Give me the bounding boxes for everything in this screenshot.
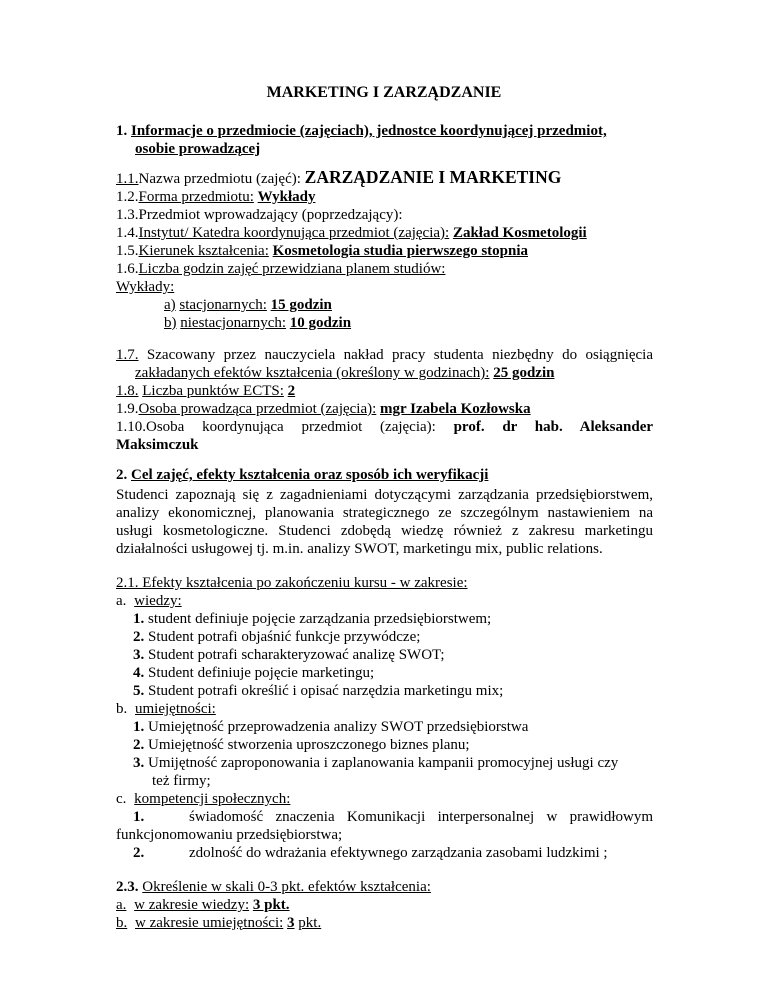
wiedzy-item-text: student definiuje pojęcie zarządzania przedsiębiorstwem; — [148, 611, 492, 627]
item-1-1-label: Nazwa przedmiotu (zajęć): — [138, 171, 301, 187]
section-2-paragraph-line1: Studenci zapoznają się z zagadnieniami dotyczącymi zarządzania przedsiębiorstwem, — [116, 487, 653, 503]
item-2-3-b-label: w zakresie umiejętności: — [135, 915, 284, 931]
wiedzy-item-number: 5. — [133, 683, 145, 699]
section-1-number: 1. — [116, 123, 128, 139]
item-1-7-line2 — [135, 364, 554, 382]
item-1-9-label: Osoba prowadząca przedmiot (zajęcia): — [138, 401, 377, 417]
kompetencje-label: kompetencji społecznych: — [134, 791, 291, 807]
wiedzy-item-number: 1. — [133, 611, 145, 627]
wiedzy-item — [133, 646, 445, 664]
wiedzy-label: wiedzy: — [134, 593, 182, 609]
umiejetnosci-item — [133, 718, 528, 736]
section-2-heading — [116, 466, 488, 484]
wiedzy-item-text: Student potrafi scharakteryzować analizę SWOT; — [148, 647, 445, 663]
item-2-3-b — [116, 914, 321, 932]
item-1-8-value: 2 — [287, 383, 296, 399]
item-2-3-a-value: 3 pkt. — [252, 897, 290, 913]
item-2-3-b-letter: b. — [116, 915, 128, 931]
item-1-5-label: Kierunek kształcenia: — [138, 243, 269, 259]
section-1-heading — [116, 122, 607, 140]
wiedzy-item-number: 4. — [133, 665, 145, 681]
kompetencje-heading — [116, 790, 290, 808]
item-1-4-number: 1.4. — [116, 225, 139, 241]
item-2-3-a-letter: a. — [116, 897, 127, 913]
item-1-4-label: Instytut/ Katedra koordynująca przedmiot (zajęcia): — [138, 225, 450, 241]
wiedzy-item-text: Student potrafi objaśnić funkcje przywódcze; — [148, 629, 421, 645]
hours-extramural-letter: b) — [164, 315, 177, 331]
item-1-2-value: Wykłady — [257, 189, 316, 205]
item-1-6 — [116, 260, 445, 278]
item-1-4-value: Zakład Kosmetologii — [452, 225, 587, 241]
section-2-paragraph-line3: usługi kosmetologiczne. Studenci zdobędą wiedzę również z zakresu marketingu — [116, 523, 653, 539]
item-2-3-b-unit: pkt. — [298, 915, 322, 931]
item-1-7-value: 25 godzin — [493, 365, 555, 381]
item-1-8 — [116, 382, 295, 400]
umiejetnosci-letter: b. — [116, 701, 128, 717]
kompetencje-item-1-line1 — [133, 808, 653, 826]
item-2-3-label: Określenie w skali 0-3 pkt. efektów kształcenia: — [142, 879, 431, 895]
section-1-heading-line1: Informacje o przedmiocie (zajęciach), jednostce koordynującej przedmiot, — [131, 123, 607, 139]
kompetencje-letter: c. — [116, 791, 127, 807]
umiejetnosci-item-continuation: też firmy; — [152, 773, 211, 789]
item-1-5-number: 1.5. — [116, 243, 139, 259]
item-1-10-value: prof. dr hab. Aleksander — [453, 419, 654, 435]
item-2-3-number: 2.3. — [116, 879, 139, 895]
umiejetnosci-label: umiejętności: — [135, 701, 216, 717]
section-2-number: 2. — [116, 467, 128, 483]
item-1-2 — [116, 188, 315, 206]
hours-stationary-label: stacjonarnych: — [179, 297, 267, 313]
item-1-9-number: 1.9. — [116, 401, 139, 417]
item-1-7-line1 — [116, 346, 653, 364]
wiedzy-item — [133, 682, 503, 700]
item-1-5-value: Kosmetologia studia pierwszego stopnia — [272, 243, 529, 259]
item-1-1-value: ZARZĄDZANIE I MARKETING — [304, 167, 562, 187]
item-1-6-number: 1.6. — [116, 261, 139, 277]
kompetencje-item-text: świadomość znaczenia Komunikacji interpersonalnej w prawidłowym — [189, 809, 653, 825]
item-2-3-a — [116, 896, 290, 914]
wiedzy-heading — [116, 592, 182, 610]
umiejetnosci-item-text: Umiejętność stworzenia uproszczonego biznes planu; — [148, 737, 470, 753]
hours-extramural-label: niestacjonarnych: — [180, 315, 287, 331]
wiedzy-item — [133, 664, 374, 682]
item-1-10-label: 1.10.Osoba koordynująca przedmiot (zajęcia): — [116, 419, 436, 435]
hours-stationary — [164, 296, 332, 314]
item-1-3-number: 1.3. — [116, 207, 139, 223]
item-2-3-b-value: 3 — [287, 915, 295, 931]
wiedzy-letter: a. — [116, 593, 127, 609]
item-1-5 — [116, 242, 528, 260]
item-1-1-number: 1.1. — [116, 171, 139, 187]
section-2-heading-text: Cel zajęć, efekty kształcenia oraz sposób ich weryfikacji — [131, 467, 489, 483]
wiedzy-item-number: 3. — [133, 647, 145, 663]
item-1-7-text2: zakładanych efektów kształcenia (określony w godzinach): — [135, 365, 490, 381]
item-1-3-label: Przedmiot wprowadzający (poprzedzający): — [138, 207, 403, 223]
umiejetnosci-item — [133, 736, 470, 754]
item-1-2-number: 1.2. — [116, 189, 139, 205]
wyklady-label: Wykłady: — [116, 279, 175, 295]
item-1-1 — [116, 168, 561, 188]
wiedzy-item-text: Student potrafi określić i opisać narzędzia marketingu mix; — [148, 683, 504, 699]
item-1-2-label: Forma przedmiotu: — [138, 189, 254, 205]
item-2-3 — [116, 878, 431, 896]
hours-extramural-value: 10 godzin — [289, 315, 352, 331]
item-1-4 — [116, 224, 587, 242]
item-1-8-number: 1.8. — [116, 383, 139, 399]
item-1-10-value-line2: Maksimczuk — [116, 437, 199, 453]
item-2-1: 2.1. Efekty kształcenia po zakończeniu kursu - w zakresie: — [116, 575, 468, 591]
section-2-paragraph-line2: analizy ekonomicznej, planowania strategicznego ze szczególnym nastawieniem na — [116, 505, 653, 521]
item-1-9-value: mgr Izabela Kozłowska — [380, 401, 531, 417]
item-1-7-number: 1.7. — [116, 347, 139, 363]
section-2-paragraph-line4: działalności usługowej tj. m.in. analizy SWOT, marketingu mix, public relations. — [116, 541, 603, 557]
umiejetnosci-heading — [116, 700, 216, 718]
hours-extramural — [164, 314, 351, 332]
item-2-3-a-label: w zakresie wiedzy: — [134, 897, 250, 913]
wiedzy-item — [133, 610, 491, 628]
umiejetnosci-item-number: 2. — [133, 737, 145, 753]
wiedzy-item-text: Student definiuje pojęcie marketingu; — [148, 665, 375, 681]
kompetencje-item-number: 2. — [133, 845, 145, 861]
umiejetnosci-item-text: Umiejętność przeprowadzenia analizy SWOT przedsiębiorstwa — [148, 719, 529, 735]
umiejetnosci-item-text: Umijętność zaproponowania i zaplanowania kampanii promocyjnej usługi czy — [148, 755, 619, 771]
kompetencje-item-number: 1. — [133, 809, 145, 825]
hours-stationary-letter: a) — [164, 297, 176, 313]
item-1-6-label: Liczba godzin zajęć przewidziana planem studiów: — [138, 261, 446, 277]
kompetencje-item-2 — [133, 844, 608, 862]
section-1-heading-line2: osobie prowadzącej — [135, 141, 261, 157]
umiejetnosci-item-number: 1. — [133, 719, 145, 735]
kompetencje-item-text: zdolność do wdrażania efektywnego zarządzania zasobami ludzkimi ; — [189, 845, 608, 861]
wiedzy-item-number: 2. — [133, 629, 145, 645]
kompetencje-item-1-line2: funkcjonomowaniu przedsiębiorstwa; — [116, 827, 343, 843]
item-1-7-text1: Szacowany przez nauczyciela nakład pracy studenta niezbędny do osiągnięcia — [146, 347, 654, 363]
wiedzy-item — [133, 628, 420, 646]
umiejetnosci-item — [133, 754, 618, 772]
umiejetnosci-item-number: 3. — [133, 755, 145, 771]
item-1-9 — [116, 400, 531, 418]
document-title: MARKETING I ZARZĄDZANIE — [266, 84, 502, 101]
item-1-8-label: Liczba punktów ECTS: — [142, 383, 284, 399]
hours-stationary-value: 15 godzin — [270, 297, 332, 313]
item-1-3 — [116, 206, 403, 224]
item-1-10-line1 — [116, 418, 653, 436]
